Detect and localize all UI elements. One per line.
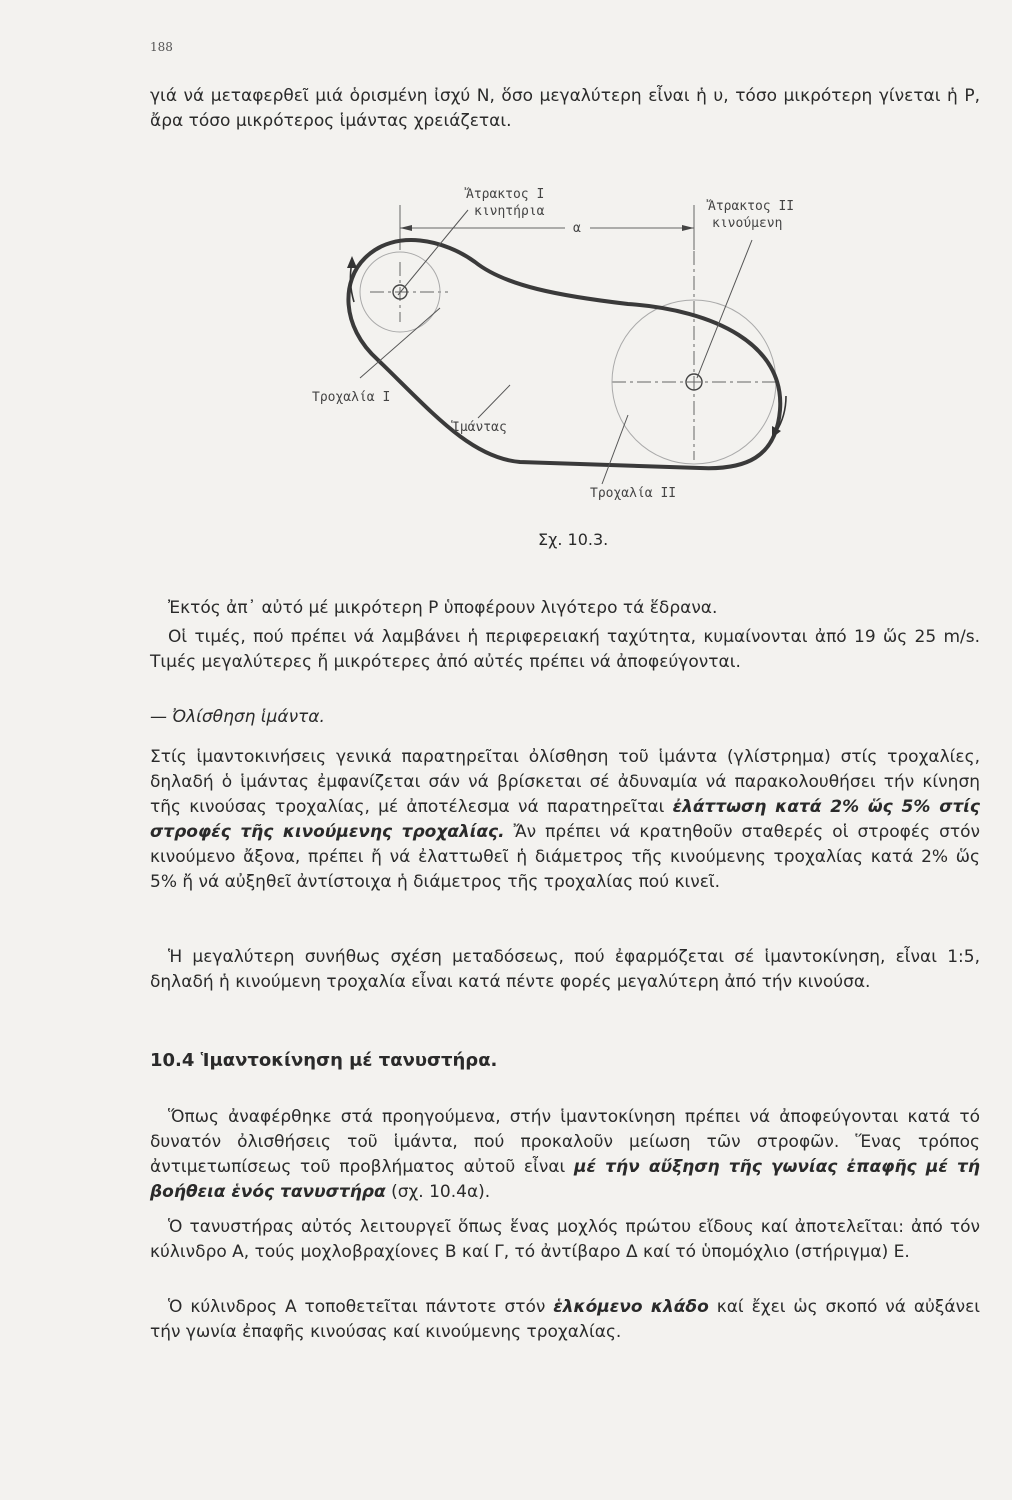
cylinder-text-a: Ὁ κύλινδρος Α τοποθετεῖται πάντοτε στόν (168, 1297, 554, 1317)
paragraph-tensioner-intro (150, 1105, 980, 1205)
belt-drive-figure (0, 0, 1012, 560)
belt-path (348, 240, 780, 468)
cylinder-text-c: καί ἔχει ὡς σκοπό νά αὐξάνει τήν γωνία ἐπαφῆς κινούσας καί κινούμενης τροχαλίας. (150, 1297, 981, 1342)
label-spindle1-sub: κινητήρια (474, 204, 545, 219)
rotation-arrow-1-head (347, 256, 357, 268)
slip-text-bold: ἐλάττωση κατά 2% ὥς 5% στίς στροφές τῆς κινούμενης τροχαλίας. (150, 797, 980, 842)
tensioner-text-a: Ὅπως ἀναφέρθηκε στά προηγούμενα, στήν ἱμαντοκίνηση πρέπει νά ἀποφεύγονται κατά τό δυνατόν ὀλισθήσεις τοῦ ἱμάντα, πού προκαλοῦν μείωση τῶν στροφῶν. Ἕνας τρόπος ἀντιμετωπίσεως τοῦ προβλήματος αὐτοῦ εἶναι (150, 1107, 980, 1177)
figure-caption: Σχ. 10.3. (538, 530, 609, 549)
paragraph-tensioner-parts: Ὁ τανυστήρας αὐτός λειτουργεῖ ὅπως ἕνας μοχλός πρώτου εἴδους καί ἀποτελεῖται: ἀπό τόν κύλινδρο Α, τούς μοχλοβραχίονες Β καί Γ, τό ἀντίβαρο Δ καί τό ὑπομόχλιο (στήριγμα) Ε. (150, 1217, 980, 1262)
label-belt: Ἱμάντας (452, 420, 507, 435)
leader-pulley2 (602, 415, 628, 484)
dim-arrow-left (400, 225, 412, 231)
paragraph-ratio: Ἡ μεγαλύτερη συνήθως σχέση μεταδόσεως, πού ἐφαρμόζεται σέ ἱμαντοκίνηση, εἶναι 1:5, δηλαδή ἡ κινούμενη τροχαλία εἶναι κατά πέντε φορές μεγαλύτερη ἀπό τήν κινούσα. (150, 947, 980, 992)
slip-text-a: Στίς ἱμαντοκινήσεις γενικά παρατηρεῖται ὀλίσθηση τοῦ ἱμάντα (γλίστρημα) στίς τροχαλίες, δηλαδή ὁ ἱμάντας ἐμφανίζεται σάν νά βρίσκεται σέ ἀδυναμία νά παρακολουθήσει τήν κίνηση τῆς κινούσας τροχαλίας, μέ ἀποτέλεσμα νά παρατηρεῖται (150, 747, 980, 817)
intro-paragraph: γιά νά μεταφερθεῖ μιά ὁρισμένη ἰσχύ N, ὅσο μεγαλύτερη εἶναι ἡ υ, τόσο μικρότερη γίνεται ἡ P, ἄρα τόσο μικρότερος ἱμάντας χρειάζεται. (150, 86, 980, 131)
label-spindle2-sub: κινούμενη (712, 216, 783, 231)
label-spindle1: Ἄτρακτος I (466, 187, 545, 202)
paragraph-speed: Οἱ τιμές, πού πρέπει νά λαμβάνει ἡ περιφερειακή ταχύτητα, κυμαίνονται ἀπό 19 ὥς 25 m/s. Τιμές μεγαλύτερες ἤ μικρότερες ἀπό αὐτές πρέπει νά ἀποφεύγονται. (150, 627, 980, 672)
slip-heading: — Ὀλίσθηση ἱμάντα. (150, 707, 325, 727)
label-pulley2: Τροχαλία II (590, 486, 677, 501)
slip-text-c: Ἄν πρέπει νά κρατηθοῦν σταθερές οἱ στροφές στόν κινούμενο ἄξονα, πρέπει ἤ νά ἐλαττωθεῖ ἡ διάμετρος τῆς κινούμενης τροχαλίας κατά 2% ὥς 5% ἤ νά αὐξηθεῖ ἀντίστοιχα ἡ διάμετρος τῆς τροχαλίας πού κινεῖ. (150, 822, 980, 892)
cylinder-text-bold: ἑλκόμενο κλάδο (553, 1297, 709, 1317)
leader-belt (478, 385, 510, 418)
label-spindle2: Ἄτρακτος II (708, 199, 795, 214)
paragraph-cylinder (150, 1295, 980, 1345)
leader-spindle2 (697, 240, 752, 378)
tensioner-text-bold: μέ τήν αὔξηση τῆς γωνίας ἐπαφῆς μέ τή βοήθεια ἑνός τανυστήρα (150, 1157, 980, 1202)
label-distance: α (573, 221, 581, 236)
paragraph-bearings: Ἐκτός ἀπ᾽ αὐτό μέ μικρότερη P ὑποφέρουν λιγότερο τά ἕδρανα. (168, 598, 718, 618)
label-pulley1: Τροχαλία I (312, 390, 391, 405)
paragraph-slip (150, 745, 980, 895)
tensioner-text-c: (σχ. 10.4α). (385, 1182, 491, 1202)
page-number: 188 (150, 40, 173, 54)
dim-arrow-right (682, 225, 694, 231)
section-title: 10.4 Ἱμαντοκίνηση μέ τανυστήρα. (150, 1050, 498, 1071)
